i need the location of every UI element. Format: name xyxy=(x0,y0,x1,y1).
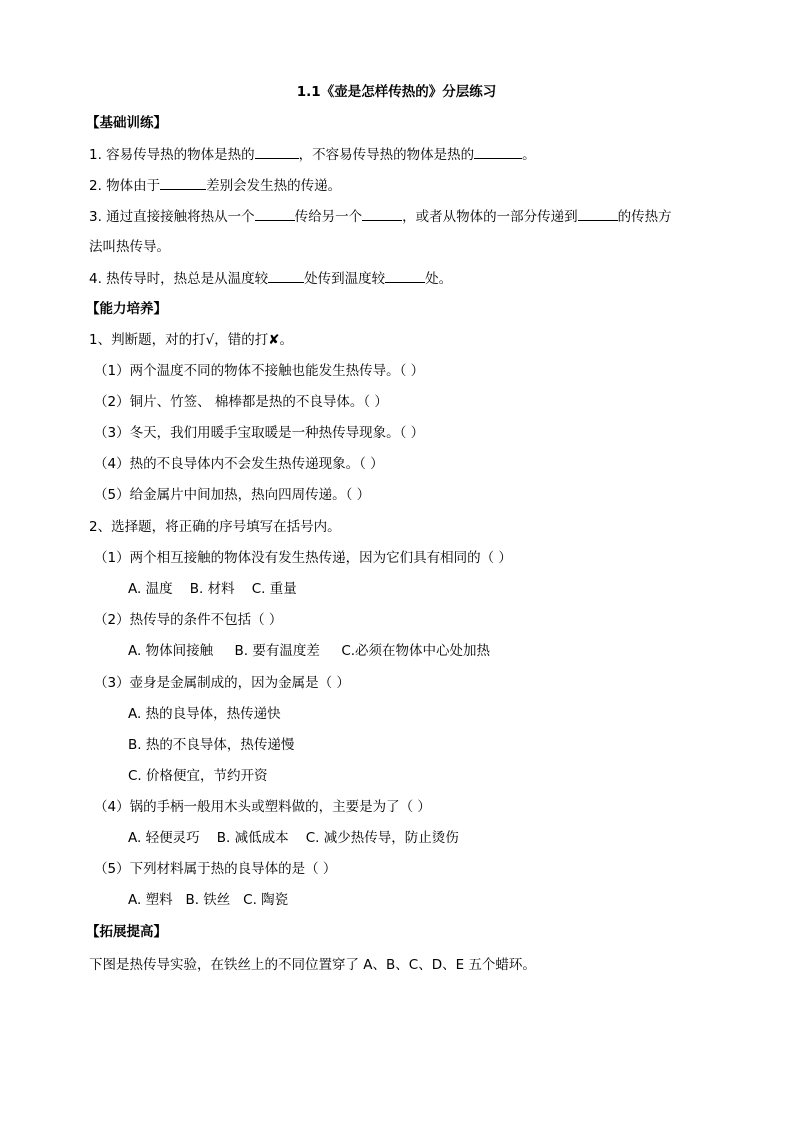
choice-option-3a: A. 热的良导体，热传递快 xyxy=(128,706,281,722)
section-extension: 【拓展提高】 xyxy=(86,924,167,940)
answer-blank xyxy=(578,206,618,221)
q4-text-a: 4. 热传导时，热总是从温度较 xyxy=(89,271,269,287)
answer-blank xyxy=(255,144,299,159)
q1-text-b: ，不容易传导热的物体是热的 xyxy=(298,147,475,163)
choice-question-2: （2）热传导的条件不包括（ ） xyxy=(94,612,283,628)
judge-item: （1）两个温度不同的物体不接触也能发生热传导。（ ） xyxy=(94,363,425,379)
answer-blank xyxy=(255,206,295,221)
q3-text-b: 传给另一个 xyxy=(294,209,363,225)
answer-blank xyxy=(268,268,304,283)
q3-text-c: ，或者从物体的一部分传递到 xyxy=(402,209,578,225)
question-4 xyxy=(89,268,452,289)
choice-question-5: （5）下列材料属于热的良导体的是（ ） xyxy=(94,861,337,877)
choice-question-4: （4）锅的手柄一般用木头或塑料做的，主要是为了（ ） xyxy=(94,799,431,815)
judge-item: （2）铜片、竹签、 棉棒都是热的不良导体。（ ） xyxy=(94,394,388,410)
section-basic-training: 【基础训练】 xyxy=(86,115,167,131)
question-3-continued: 法叫热传导。 xyxy=(89,239,170,255)
q2-text-b: 差别会发生热的传递。 xyxy=(206,178,342,194)
judge-item: （3）冬天，我们用暖手宝取暖是一种热传导现象。（ ） xyxy=(94,425,425,441)
q3-text-d: 的传热方 xyxy=(617,209,672,225)
judge-title: 1、判断题，对的打√，错的打✘。 xyxy=(89,332,294,348)
q4-text-b: 处传到温度较 xyxy=(304,271,386,287)
choice-options-4: A. 轻便灵巧 B. 减低成本 C. 减少热传导，防止烫伤 xyxy=(128,830,459,846)
choice-options-1: A. 温度 B. 材料 C. 重量 xyxy=(128,581,297,597)
choice-option-3c: C. 价格便宜，节约开资 xyxy=(128,768,268,784)
choice-question-3: （3）壶身是金属制成的，因为金属是（ ） xyxy=(94,675,350,691)
answer-blank xyxy=(474,144,522,159)
question-2 xyxy=(89,175,341,196)
q2-text-a: 2. 物体由于 xyxy=(89,178,161,194)
answer-blank xyxy=(362,206,402,221)
question-1 xyxy=(89,144,536,165)
q4-text-c: 处。 xyxy=(425,271,453,287)
question-3 xyxy=(89,206,672,227)
q1-text-a: 1. 容易传导热的物体是热的 xyxy=(89,147,255,163)
judge-item: （4）热的不良导体内不会发生热传递现象。（ ） xyxy=(94,456,384,472)
section-ability-training: 【能力培养】 xyxy=(86,301,167,317)
extension-text: 下图是热传导实验，在铁丝上的不同位置穿了 A、B、C、D、E 五个蜡环。 xyxy=(89,957,536,973)
choice-question-1: （1）两个相互接触的物体没有发生热传递，因为它们具有相同的（ ） xyxy=(94,550,512,566)
choice-options-5: A. 塑料 B. 铁丝 C. 陶瓷 xyxy=(128,892,289,908)
q1-text-c: 。 xyxy=(522,147,536,163)
q3-text-a: 3. 通过直接接触将热从一个 xyxy=(89,209,255,225)
choice-title: 2、选择题，将正确的序号填写在括号内。 xyxy=(89,519,341,535)
choice-option-3b: B. 热的不良导体，热传递慢 xyxy=(128,737,295,753)
answer-blank xyxy=(385,268,425,283)
answer-blank xyxy=(160,175,206,190)
choice-options-2: A. 物体间接触 B. 要有温度差 C.必须在物体中心处加热 xyxy=(128,643,491,659)
judge-item: （5）给金属片中间加热，热向四周传递。（ ） xyxy=(94,487,371,503)
page-title: 1.1《壶是怎样传热的》分层练习 xyxy=(296,84,497,100)
